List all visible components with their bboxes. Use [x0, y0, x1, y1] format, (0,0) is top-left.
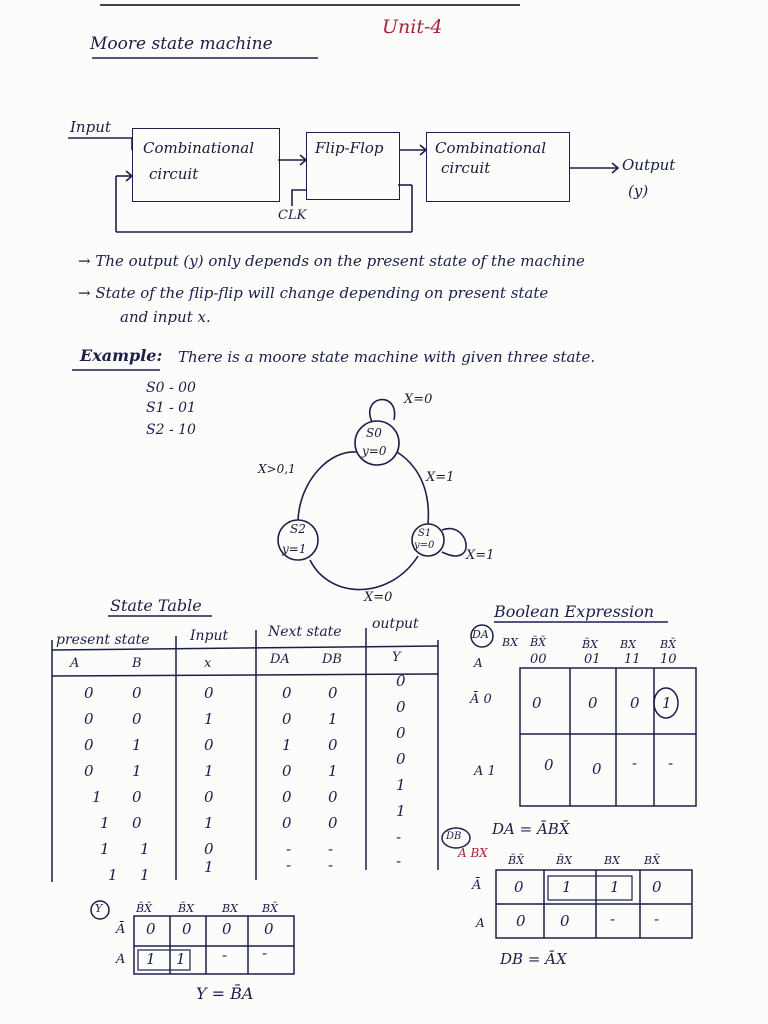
block3-line1: Combinational	[435, 139, 546, 157]
loop-s0-label: X=0	[404, 392, 433, 407]
cell-a: 1	[92, 788, 102, 806]
kmap-da-corner: BX	[502, 636, 518, 649]
cell-a: 0	[84, 710, 94, 728]
edge-s0-s1-label: X=1	[426, 470, 455, 485]
combinational-block-1	[132, 128, 280, 202]
kmap-da-row-label-0: Ā 0	[470, 692, 492, 707]
kmap-y-col-term-3: BX̄	[262, 902, 278, 915]
kmap-da-cell: 0	[588, 694, 598, 712]
header-next-state: Next state	[268, 624, 342, 640]
kmap-y-cell: -	[262, 944, 268, 962]
kmap-da-col-code-2: 11	[624, 652, 641, 667]
header-present-state: present state	[56, 632, 150, 648]
kmap-da-result: DA = ĀBX̄	[492, 820, 570, 838]
kmap-y-tag: Y	[95, 902, 103, 915]
kmap-y-cell: -	[222, 946, 228, 964]
kmap-db-corner: A BX	[458, 846, 488, 860]
kmap-da-row-label-1: A 1	[474, 764, 496, 779]
cell-da: 0	[282, 762, 292, 780]
kmap-db-cell: 1	[562, 878, 572, 896]
input-label: Input	[70, 118, 111, 136]
kmap-y-row-label-0: Ā	[116, 922, 126, 937]
kmap-db-cell: -	[654, 910, 660, 928]
cell-db: 1	[328, 762, 338, 780]
cell-y: 0	[396, 672, 406, 690]
col-header-a: A	[70, 656, 80, 671]
kmap-y-result: Y = B̄A	[196, 984, 254, 1003]
cell-y: 0	[396, 724, 406, 742]
kmap-y-cell: 0	[182, 920, 192, 938]
cell-y: 0	[396, 750, 406, 768]
kmap-y-col-term-2: BX	[222, 902, 238, 915]
bullet-2-continued: and input x.	[120, 308, 211, 326]
kmap-db-row-label-0: Ā	[472, 878, 482, 893]
cell-da: -	[286, 840, 292, 858]
block1-line2: circuit	[149, 165, 199, 183]
cell-da: 1	[282, 736, 292, 754]
cell-x: 0	[204, 788, 214, 806]
kmap-y-cell: 1	[176, 950, 186, 968]
block3-line2: circuit	[441, 159, 491, 177]
kmap-y-cell: 0	[146, 920, 156, 938]
kmap-db-cell: 0	[560, 912, 570, 930]
cell-a: 0	[84, 736, 94, 754]
output-symbol: (y)	[628, 182, 649, 200]
kmap-db-cell: -	[610, 910, 616, 928]
cell-b: 1	[140, 840, 150, 858]
kmap-da-row-marker: A	[474, 656, 483, 670]
example-label: Example:	[80, 346, 163, 365]
cell-a: 1	[100, 814, 110, 832]
node-s2-name: S2	[290, 522, 306, 536]
kmap-db-tag: DB	[446, 831, 462, 842]
cell-db: 0	[328, 788, 338, 806]
col-header-b: B	[132, 656, 142, 671]
cell-da: 0	[282, 788, 292, 806]
bullet-2-text: State of the flip-flip will change depending on present state	[95, 284, 549, 302]
cell-x: 0	[204, 840, 214, 858]
node-s2-output: y=1	[282, 542, 307, 556]
kmap-db-col-term-3: BX̄	[644, 854, 660, 867]
loop-s1-label: X=1	[466, 548, 495, 563]
unit-label: Unit-4	[382, 16, 443, 38]
cell-y: 1	[396, 802, 406, 820]
cell-x: 1	[204, 710, 214, 728]
state-s0-code: S0 - 00	[146, 380, 196, 396]
combinational-block-2	[426, 132, 570, 202]
cell-b: 1	[132, 736, 142, 754]
kmap-da-col-term-3: BX̄	[660, 638, 676, 651]
header-input: Input	[190, 628, 229, 644]
state-s1-code: S1 - 01	[146, 400, 196, 416]
col-header-da: DA	[270, 652, 290, 667]
cell-y: 0	[396, 698, 406, 716]
kmap-da-col-code-1: 01	[584, 652, 601, 667]
kmap-da-cell: -	[668, 754, 674, 772]
block2-label: Flip-Flop	[315, 139, 384, 157]
example-text: There is a moore state machine with given three state.	[178, 348, 596, 366]
kmap-da-cell: 0	[630, 694, 640, 712]
kmap-y-cell: 0	[264, 920, 274, 938]
kmap-da-cell: 1	[662, 694, 672, 712]
kmap-db-cell: 1	[610, 878, 620, 896]
header-output: output	[372, 616, 419, 632]
kmap-y-col-term-0: B̄X̄	[136, 902, 152, 915]
cell-x: 1	[204, 762, 214, 780]
kmap-da-col-term-1: B̄X	[582, 638, 598, 651]
cell-a: 1	[108, 866, 118, 884]
kmap-y-row-label-1: A	[116, 952, 126, 967]
kmap-db-cell: 0	[652, 878, 662, 896]
kmap-da-cell: 0	[592, 760, 602, 778]
flip-flop-block	[306, 132, 400, 200]
cell-x: 0	[204, 736, 214, 754]
node-s1-name: S1	[418, 528, 432, 539]
node-s0-name: S0	[366, 426, 382, 440]
kmap-da-cell: 0	[532, 694, 542, 712]
cell-x: 0	[204, 684, 214, 702]
kmap-da-col-term-2: BX	[620, 638, 636, 651]
edge-s1-s2-label: X=0	[364, 590, 393, 605]
edge-s2-s0-label: X>0,1	[258, 462, 296, 476]
cell-db: 0	[328, 736, 338, 754]
kmap-da-tag: DA	[472, 628, 489, 641]
output-label: Output	[622, 156, 676, 174]
kmap-db-row-label-1: A	[476, 916, 485, 930]
cell-da: 0	[282, 710, 292, 728]
col-header-y: Y	[392, 650, 401, 665]
kmap-db-col-term-0: B̄X̄	[508, 854, 524, 867]
kmap-da-col-code-0: 00	[530, 652, 547, 667]
col-header-x: x	[204, 656, 212, 671]
cell-a: 1	[100, 840, 110, 858]
cell-x: 1	[204, 858, 214, 876]
kmap-db-cell: 0	[516, 912, 526, 930]
cell-y: -	[396, 852, 402, 870]
state-s2-code: S2 - 10	[146, 422, 196, 438]
cell-a: 0	[84, 684, 94, 702]
cell-b: 1	[140, 866, 150, 884]
bullet-1-text: The output (y) only depends on the present state of the machine	[95, 252, 585, 270]
node-s0-output: y=0	[362, 444, 387, 458]
cell-b: 0	[132, 684, 142, 702]
cell-db: 0	[328, 814, 338, 832]
cell-da: 0	[282, 814, 292, 832]
cell-db: -	[328, 840, 334, 858]
cell-db: -	[328, 856, 334, 874]
kmap-y-cell: 0	[222, 920, 232, 938]
kmap-db-cell: 0	[514, 878, 524, 896]
cell-b: 0	[132, 710, 142, 728]
cell-db: 0	[328, 684, 338, 702]
cell-b: 1	[132, 762, 142, 780]
kmap-da-cell: -	[632, 754, 638, 772]
kmap-y-col-term-1: B̄X	[178, 902, 194, 915]
cell-y: 1	[396, 776, 406, 794]
page-title: Moore state machine	[90, 34, 273, 54]
kmap-db-result: DB = ĀX	[500, 950, 567, 968]
bullet-2: → State of the flip-flip will change depending on present state	[78, 284, 549, 302]
kmap-y-cell: 1	[146, 950, 156, 968]
state-table-title: State Table	[110, 596, 202, 615]
cell-x: 1	[204, 814, 214, 832]
cell-b: 0	[132, 814, 142, 832]
kmap-da-col-term-0: B̄X̄	[530, 636, 546, 649]
col-header-db: DB	[322, 652, 342, 667]
boolean-expression-title: Boolean Expression	[494, 602, 655, 621]
kmap-db-col-term-1: B̄X	[556, 854, 572, 867]
cell-y: -	[396, 828, 402, 846]
cell-db: 1	[328, 710, 338, 728]
clk-label: CLK	[278, 208, 307, 223]
block1-line1: Combinational	[143, 139, 254, 157]
cell-da: -	[286, 856, 292, 874]
kmap-da-cell: 0	[544, 756, 554, 774]
cell-a: 0	[84, 762, 94, 780]
kmap-db-col-term-2: BX	[604, 854, 620, 867]
kmap-da-col-code-3: 10	[660, 652, 677, 667]
node-s1-output: y=0	[414, 540, 435, 551]
cell-b: 0	[132, 788, 142, 806]
bullet-1: → The output (y) only depends on the present state of the machine	[78, 252, 585, 270]
cell-da: 0	[282, 684, 292, 702]
